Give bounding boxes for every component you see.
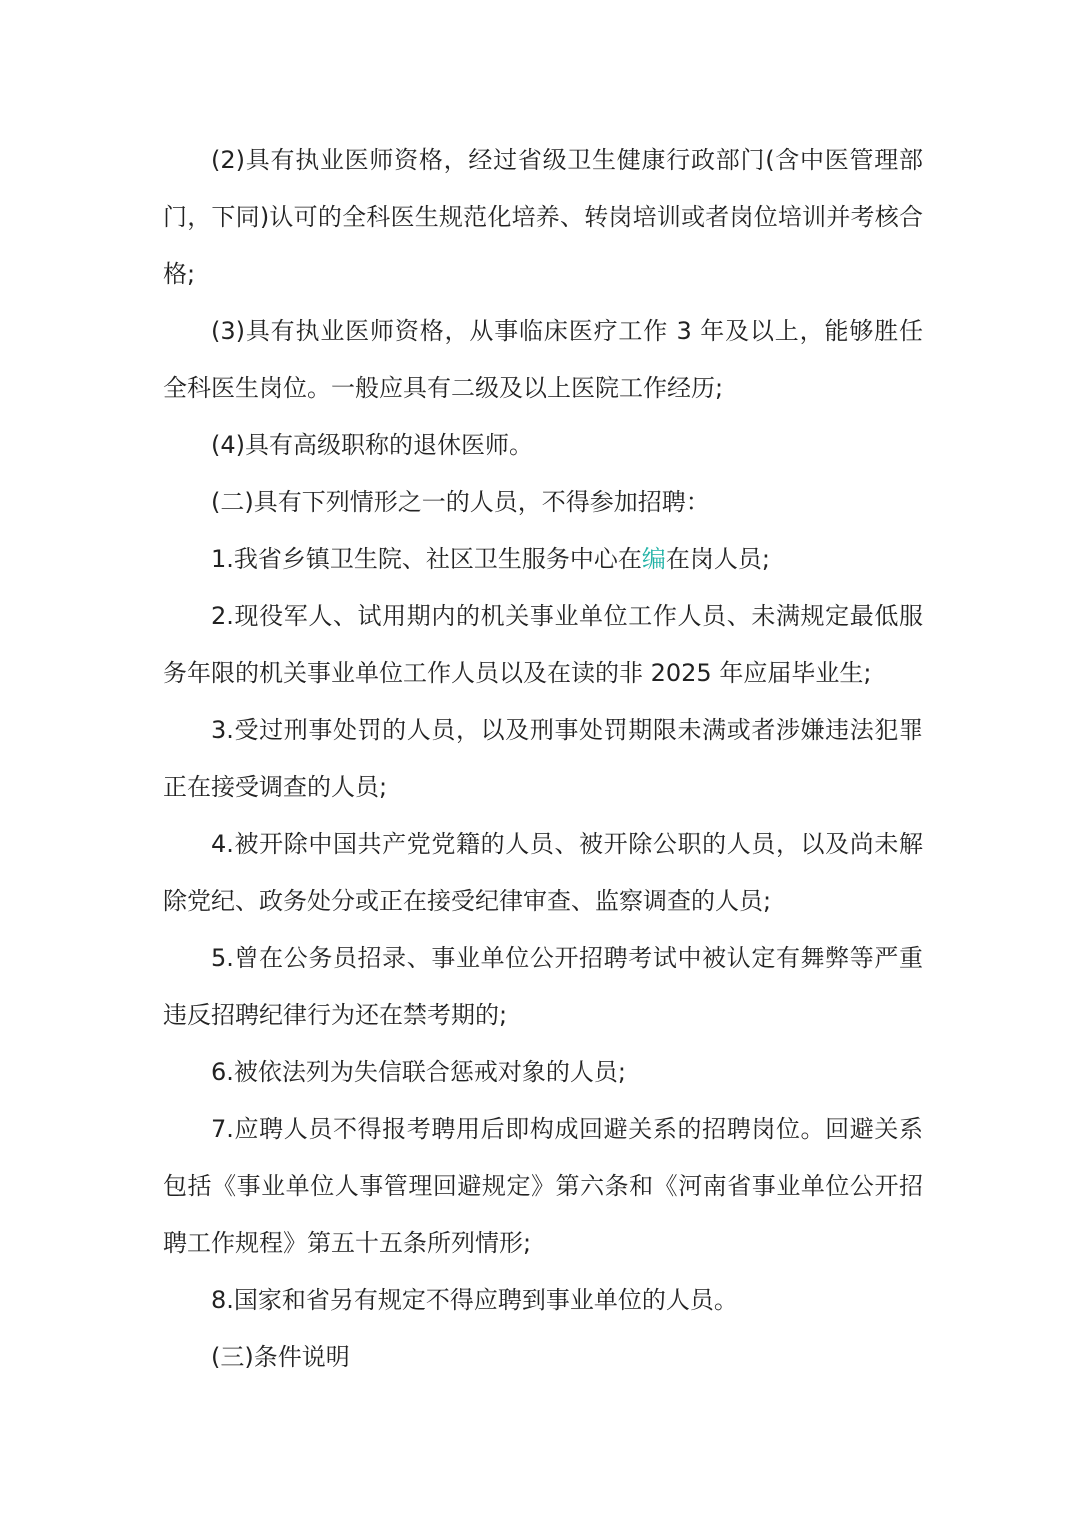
- paragraph-2: (2)具有执业医师资格，经过省级卫生健康行政部门(含中医管理部门，下同)认可的全科医生规范化培养、转岗培训或者岗位培训并考核合格;: [163, 146, 923, 288]
- section-heading-2: (二)具有下列情形之一的人员，不得参加招聘：: [211, 488, 710, 516]
- list-item-1-after: 在岗人员;: [665, 545, 770, 573]
- paragraph-3: (3)具有执业医师资格，从事临床医疗工作 3 年及以上，能够胜任全科医生岗位。一般应具有二级及以上医院工作经历;: [163, 317, 923, 402]
- list-item-6: 6.被依法列为失信联合惩戒对象的人员;: [211, 1058, 626, 1086]
- paragraph-4: (4)具有高级职称的退休医师。: [211, 431, 533, 459]
- list-item-1-before: 1.我省乡镇卫生院、社区卫生服务中心在: [211, 545, 642, 573]
- list-item-2: 2.现役军人、试用期内的机关事业单位工作人员、未满规定最低服务年限的机关事业单位工作人员以及在读的非 2025 年应届毕业生;: [163, 602, 923, 687]
- list-item-3: 3.受过刑事处罚的人员，以及刑事处罚期限未满或者涉嫌违法犯罪正在接受调查的人员;: [163, 716, 923, 801]
- section-heading-3: (三)条件说明: [211, 1343, 350, 1371]
- list-item-1: [163, 531, 923, 588]
- list-item-4: 4.被开除中国共产党党籍的人员、被开除公职的人员，以及尚未解除党纪、政务处分或正在接受纪律审查、监察调查的人员;: [163, 830, 923, 915]
- document-body: [163, 132, 923, 1386]
- list-item-8: 8.国家和省另有规定不得应聘到事业单位的人员。: [211, 1286, 738, 1314]
- list-item-7: 7.应聘人员不得报考聘用后即构成回避关系的招聘岗位。回避关系包括《事业单位人事管理回避规定》第六条和《河南省事业单位公开招聘工作规程》第五十五条所列情形;: [163, 1115, 923, 1257]
- list-item-5: 5.曾在公务员招录、事业单位公开招聘考试中被认定有舞弊等严重违反招聘纪律行为还在禁考期的;: [163, 944, 923, 1029]
- highlighted-word: 编: [641, 545, 666, 573]
